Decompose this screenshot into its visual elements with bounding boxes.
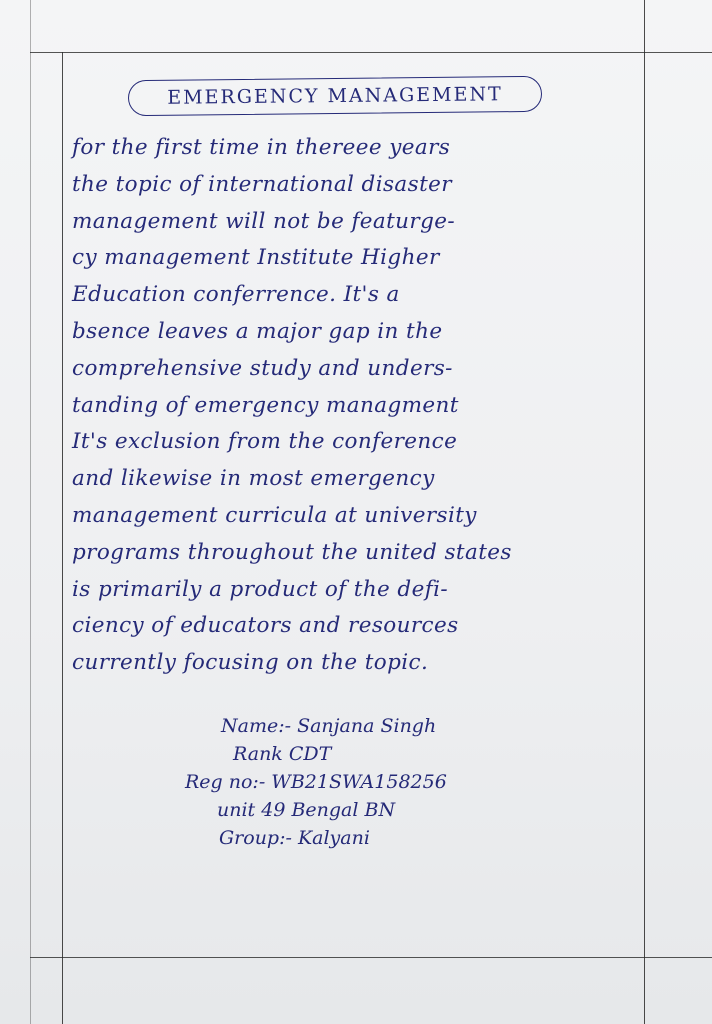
page-title: EMERGENCY MANAGEMENT <box>128 76 542 116</box>
essay-line: bsence leaves a major gap in the <box>72 318 443 344</box>
group-name: Group:- Kalyani <box>219 827 370 849</box>
bottom-margin-line <box>30 957 712 958</box>
essay-line: is primarily a product of the defi- <box>72 576 449 602</box>
essay-line: currently focusing on the topic. <box>72 650 429 676</box>
student-name: Name:- Sanjana Singh <box>221 715 437 737</box>
student-rank: Rank CDT <box>233 743 332 765</box>
essay-line: the topic of international disaster <box>72 171 452 197</box>
essay-line: tanding of emergency managment <box>72 392 459 418</box>
left-margin-line <box>62 52 63 1024</box>
essay-line: Education conferrence. It's a <box>72 282 400 308</box>
essay-line: programs throughout the united states <box>72 539 512 565</box>
top-margin-line <box>30 52 712 53</box>
essay-line: for the first time in thereee years <box>72 135 451 160</box>
signature-block <box>185 712 565 852</box>
essay-line: management will not be featurge- <box>72 208 456 234</box>
page-edge-line <box>30 0 31 1024</box>
essay-line: ciency of educators and resources <box>72 613 459 639</box>
essay-line: comprehensive study and unders- <box>72 355 453 381</box>
registration-number: Reg no:- WB21SWA158256 <box>185 771 447 793</box>
unit-name: unit 49 Bengal BN <box>217 799 396 821</box>
essay-line: management curricula at university <box>72 502 477 528</box>
essay-line: It's exclusion from the conference <box>72 429 458 455</box>
essay-line: and likewise in most emergency <box>72 466 435 492</box>
essay-body <box>72 130 637 682</box>
essay-line: cy management Institute Higher <box>72 245 440 271</box>
right-margin-line <box>644 0 645 1024</box>
